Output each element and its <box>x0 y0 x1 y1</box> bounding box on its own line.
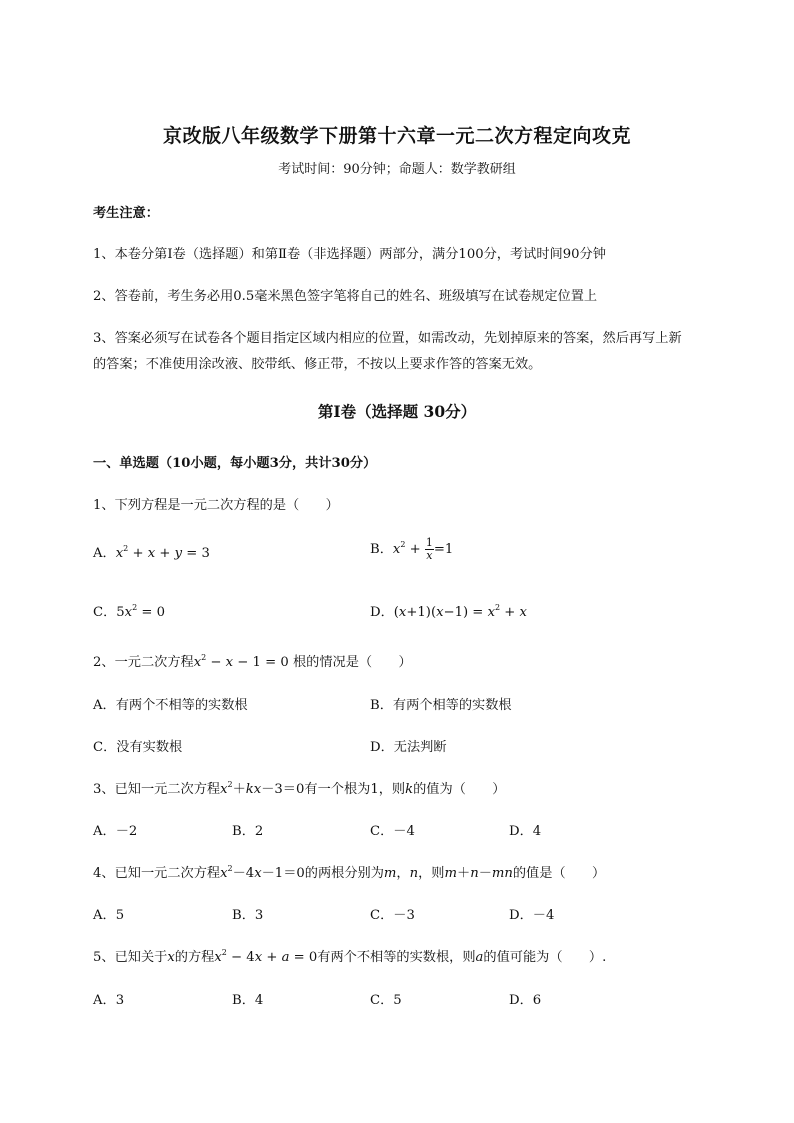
section-title: 第Ⅰ卷（选择题 30分） <box>317 402 477 421</box>
notice-item-1: 1、本卷分第Ⅰ卷（选择题）和第Ⅱ卷（非选择题）两部分，满分100分，考试时间90分钟 <box>93 247 606 262</box>
question-3-option-b: B．2 <box>232 824 264 839</box>
question-2-option-c: C．没有实数根 <box>93 740 183 755</box>
question-4-option-b: B．3 <box>232 908 264 923</box>
question-3-option-c: C．－4 <box>370 824 415 839</box>
question-4-option-c: C．－3 <box>370 908 415 923</box>
question-1-option-a: A．$x^2 + x + y = 3$ <box>93 544 210 561</box>
question-5-option-c: C．5 <box>370 993 402 1008</box>
question-4-option-a: A．5 <box>93 908 125 923</box>
question-1-stem: 1、下列方程是一元二次方程的是（ ） <box>93 498 339 513</box>
notice-item-2: 2、答卷前，考生务必用0.5毫米黑色签字笔将自己的姓名、班级填写在试卷规定位置上 <box>93 289 598 304</box>
option-label: D． <box>370 605 394 620</box>
question-1-option-c: C．$5x^2 = 0$ <box>93 603 166 620</box>
notice-item-3-cont: 的答案；不准使用涂改液、胶带纸、修正带，不按以上要求作答的答案无效。 <box>93 357 542 372</box>
exam-info: 考试时间：90分钟；命题人：数学教研组 <box>278 162 516 177</box>
question-3-option-d: D．4 <box>509 824 542 839</box>
question-2-option-b: B．有两个相等的实数根 <box>370 698 512 713</box>
part-heading: 一、单选题（10小题，每小题3分，共计30分） <box>93 456 377 471</box>
option-label: B． <box>370 542 393 557</box>
option-label: C． <box>93 605 117 620</box>
question-2-option-a: A．有两个不相等的实数根 <box>93 698 248 713</box>
question-5-option-a: A．3 <box>93 993 125 1008</box>
notice-item-3: 3、答案必须写在试卷各个题目指定区域内相应的位置，如需改动，先划掉原来的答案，然后再写上新 <box>93 331 682 346</box>
page-title: 京改版八年级数学下册第十六章一元二次方程定向攻克 <box>162 125 631 147</box>
notice-heading: 考生注意： <box>93 206 159 221</box>
option-label: A． <box>93 546 116 561</box>
question-5-option-b: B．4 <box>232 993 264 1008</box>
question-5-option-d: D．6 <box>509 993 542 1008</box>
question-3-stem: 3、已知一元二次方程$x^2+kx-3=0$有一个根为1，则k的值为（ ） <box>93 780 506 797</box>
question-4-option-d: D．－4 <box>509 908 555 923</box>
question-2-option-d: D．无法判断 <box>370 740 447 755</box>
question-5-stem: 5、已知关于x的方程$x^2 - 4x + a = 0$有两个不相等的实数根，则a的值可能为（ ）. <box>93 948 607 965</box>
question-4-stem: 4、已知一元二次方程$x^2-4x-1=0$的两根分别为m，n，则m＋n－mn的值是（ ） <box>93 864 606 881</box>
question-1-option-d: D．$(x+1)(x-1) = x^2 + x$ <box>370 603 527 620</box>
fraction: $\frac{1}{x}$ <box>425 536 433 562</box>
question-1-option-b: B．$x^2$ + $\frac{1}{x}$ =1 <box>370 536 454 562</box>
question-2-stem: 2、一元二次方程$x^2 - x - 1 = 0$ 根的情况是（ ） <box>93 653 412 670</box>
question-3-option-a: A．－2 <box>93 824 138 839</box>
